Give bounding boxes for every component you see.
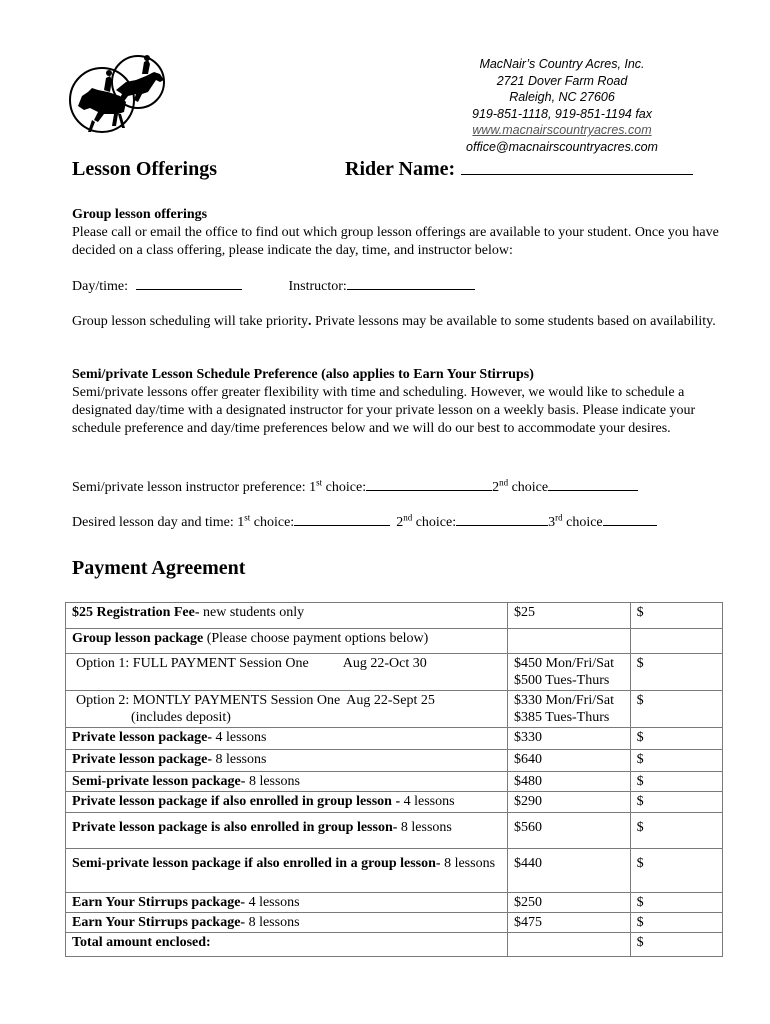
amount-cell[interactable]: $ [630, 772, 722, 792]
group-heading: Group lesson offerings [72, 207, 208, 222]
item-cell [66, 772, 508, 792]
item-cell [66, 792, 508, 813]
price-line: $330 Mon/Fri/Sat [514, 693, 615, 708]
table-row [66, 691, 723, 728]
item-bold: Earn Your Stirrups package- [72, 915, 246, 930]
total-label: Total amount enclosed: [72, 935, 211, 950]
price-cell: $25 [508, 603, 631, 629]
priority-dot: . [308, 314, 312, 329]
rider-name-blank[interactable] [461, 158, 693, 175]
city-state-zip: Raleigh, NC 27606 [509, 90, 615, 104]
choice-label: choice [562, 515, 603, 530]
price-cell: $250 [508, 893, 631, 913]
choice-label: choice: [412, 515, 457, 530]
horse-rider-logo [64, 52, 174, 142]
item-bold: Private lesson package if also enrolled in group lesson - [72, 794, 401, 809]
amount-cell[interactable]: $ [630, 691, 722, 728]
table-row [66, 728, 723, 750]
priority-text: Group lesson scheduling will take priority [72, 314, 309, 329]
website-link[interactable]: www.macnairscountryacres.com [472, 123, 652, 137]
rider-name-field[interactable] [345, 158, 693, 181]
price-cell: $440 [508, 849, 631, 893]
payment-heading: Payment Agreement [72, 557, 246, 579]
amount-cell[interactable]: $ [630, 813, 722, 849]
desired-time-row [72, 513, 722, 532]
instructor-label: Instructor: [288, 279, 347, 294]
email-address: office@macnairscountryacres.com [466, 139, 658, 154]
table-row [66, 603, 723, 629]
price-cell: $475 [508, 913, 631, 933]
sup-rd: rd [555, 512, 563, 523]
choice-label: choice: [250, 515, 295, 530]
contact-block [440, 56, 684, 155]
desired-time-label: Desired lesson day and time: 1 [72, 515, 245, 530]
item-bold: Earn Your Stirrups package- [72, 895, 246, 910]
option-label: Option 2: MONTLY PAYMENTS Session One [76, 693, 341, 708]
price-cell [508, 933, 631, 957]
item-rest: 4 lessons [211, 730, 267, 745]
phone-fax: 919-851-1118, 919-851-1194 fax [472, 106, 652, 121]
instructor-pref-label: Semi/private lesson instructor preference: 1 [72, 480, 317, 495]
item-rest: (Please choose payment options below) [203, 631, 429, 646]
instructor-blank[interactable] [347, 277, 475, 290]
sup-nd: nd [499, 477, 509, 488]
price-line: $450 Mon/Fri/Sat [514, 656, 615, 671]
payment-table [65, 602, 723, 957]
priority-text-2: Private lessons may be available to some students based on availability. [311, 314, 716, 329]
daytime-blank[interactable] [136, 277, 242, 290]
semi-private-section [72, 366, 722, 438]
item-bold: Private lesson package is also enrolled in group lesson- [72, 820, 398, 835]
two-label: 2 [492, 480, 500, 495]
table-row [66, 792, 723, 813]
price-cell: $480 [508, 772, 631, 792]
table-row [66, 893, 723, 913]
table-row [66, 772, 723, 792]
group-priority-note [72, 313, 722, 331]
total-amount-cell[interactable]: $ [630, 933, 722, 957]
price-cell [508, 691, 631, 728]
item-cell [66, 654, 508, 691]
table-row [66, 849, 723, 893]
option-sub: (includes deposit) [131, 710, 231, 725]
item-cell [66, 750, 508, 772]
item-bold: $25 Registration Fee- [72, 605, 200, 620]
item-bold: Private lesson package- [72, 752, 212, 767]
price-cell [508, 654, 631, 691]
amount-cell[interactable]: $ [630, 728, 722, 750]
price-line: $500 Tues-Thurs [514, 673, 610, 688]
item-cell [66, 728, 508, 750]
instr-first-choice-blank[interactable] [366, 478, 492, 491]
amount-cell[interactable]: $ [630, 849, 722, 893]
item-rest: 4 lessons [245, 895, 300, 910]
choice-label: choice: [322, 480, 367, 495]
item-rest: 8 lessons [245, 774, 300, 789]
amount-cell [630, 629, 722, 654]
amount-cell[interactable]: $ [630, 913, 722, 933]
street-address: 2721 Dover Farm Road [496, 73, 628, 88]
time-first-choice-blank[interactable] [294, 513, 390, 526]
instr-second-choice-blank[interactable] [548, 478, 638, 491]
amount-cell[interactable]: $ [630, 893, 722, 913]
sup-st: st [316, 477, 323, 488]
option-dates: Aug 22-Oct 30 [342, 656, 427, 671]
group-section [72, 206, 722, 260]
item-cell [66, 849, 508, 893]
option-label: Option 1: FULL PAYMENT Session One [76, 656, 309, 671]
amount-cell[interactable]: $ [630, 792, 722, 813]
price-cell: $640 [508, 750, 631, 772]
price-line: $385 Tues-Thurs [514, 710, 610, 725]
daytime-label: Day/time: [72, 279, 128, 294]
choice-label: choice [508, 480, 549, 495]
semi-private-body: Semi/private lessons offer greater flexibility with time and scheduling. However, we would like to schedule a designated day/time with a designated instructor for your private lesson on a weekly basis. Please indicate your schedule preference and day/time preferences below and we will do our best to accommodate your desires. [72, 385, 696, 436]
table-row [66, 750, 723, 772]
item-bold: Private lesson package- [72, 730, 212, 745]
amount-cell[interactable]: $ [630, 603, 722, 629]
company-name: MacNair’s Country Acres, Inc. [479, 57, 645, 71]
table-row [66, 813, 723, 849]
item-rest: 8 lessons [211, 752, 267, 767]
item-rest: 8 lessons [397, 820, 452, 835]
price-cell [508, 629, 631, 654]
time-second-choice-blank[interactable] [456, 513, 548, 526]
table-row [66, 913, 723, 933]
item-rest: new students only [199, 605, 305, 620]
item-rest: 4 lessons [400, 794, 455, 809]
item-bold: Group lesson package [72, 631, 204, 646]
group-body: Please call or email the office to find out which group lesson offerings are available to your student. Once you have decided on a class offering, please indicate the day, time, and instructor below: [72, 225, 719, 258]
item-cell [66, 691, 508, 728]
rider-name-label: Rider Name: [345, 158, 456, 180]
table-row [66, 629, 723, 654]
item-cell [66, 603, 508, 629]
table-row [66, 654, 723, 691]
table-row [66, 933, 723, 957]
sup-st: st [244, 512, 251, 523]
item-cell [66, 813, 508, 849]
page-title: Lesson Offerings [72, 158, 217, 180]
item-bold: Semi-private lesson package if also enrolled in a group lesson- [72, 856, 441, 871]
item-rest: 8 lessons [245, 915, 300, 930]
semi-private-heading: Semi/private Lesson Schedule Preference (also applies to Earn Your Stirrups) [72, 367, 534, 382]
two-label: 2 [396, 515, 404, 530]
item-bold: Semi-private lesson package- [72, 774, 246, 789]
amount-cell[interactable]: $ [630, 654, 722, 691]
sup-nd: nd [403, 512, 413, 523]
amount-cell[interactable]: $ [630, 750, 722, 772]
instructor-preference-row [72, 478, 722, 497]
item-cell [66, 629, 508, 654]
item-rest: 8 lessons [440, 856, 496, 871]
price-cell: $290 [508, 792, 631, 813]
three-label: 3 [548, 515, 556, 530]
item-cell [66, 913, 508, 933]
item-cell [66, 893, 508, 913]
item-cell [66, 933, 508, 957]
time-third-choice-blank[interactable] [603, 513, 657, 526]
option-dates: Aug 22-Sept 25 [346, 693, 435, 708]
price-cell: $560 [508, 813, 631, 849]
daytime-instructor-row [72, 277, 722, 296]
price-cell: $330 [508, 728, 631, 750]
